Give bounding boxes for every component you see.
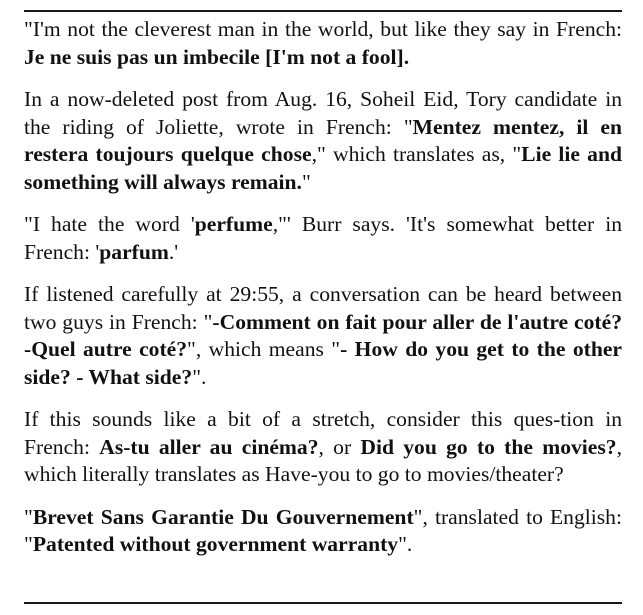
example-item bbox=[24, 281, 622, 391]
example-item bbox=[24, 86, 622, 196]
example-item bbox=[24, 16, 622, 71]
example-bold-segment: Lie lie and something will always remain. bbox=[24, 142, 622, 194]
example-bold-segment: parfum bbox=[99, 239, 169, 264]
example-text-segment: ", translated to English: " bbox=[24, 504, 622, 556]
top-rule bbox=[24, 10, 622, 12]
example-bold-segment: - How do you get to the other side? - What side? bbox=[24, 337, 622, 389]
example-bold-segment: Did you go to the movies? bbox=[360, 434, 617, 459]
example-text-segment: ". bbox=[398, 532, 413, 556]
example-text-segment: ". bbox=[192, 364, 207, 389]
example-bold-segment: Je ne suis pas un imbecile [I'm not a fool]. bbox=[24, 44, 410, 69]
example-text-segment: If listened carefully at 29:55, a conversation can be heard between two guys in French: " bbox=[24, 282, 622, 334]
example-text-segment: "I hate the word ' bbox=[24, 212, 195, 236]
example-text-segment: ,"' Burr says. 'It's somewhat better in French: ' bbox=[24, 212, 623, 264]
example-item bbox=[24, 211, 622, 266]
examples-table bbox=[24, 10, 622, 604]
example-bold-segment: -Comment on fait pour aller de l'autre coté? -Quel autre coté? bbox=[24, 309, 622, 361]
example-bold-segment: perfume bbox=[194, 212, 273, 236]
example-text-segment: , or bbox=[318, 434, 361, 459]
example-text-segment: In a now-deleted post from Aug. 16, Soheil Eid, Tory candidate in the riding of Joliette, wrote in French: " bbox=[24, 87, 622, 139]
example-bold-segment: Brevet Sans Garantie Du Gouvernement bbox=[32, 504, 414, 529]
example-item bbox=[24, 504, 622, 559]
bottom-rule bbox=[24, 602, 622, 604]
example-bold-segment: Mentez mentez, il en restera toujours quelque chose bbox=[24, 114, 622, 166]
example-text-segment: " bbox=[301, 169, 311, 194]
example-item bbox=[24, 406, 622, 489]
example-text-segment: ", which means " bbox=[187, 337, 341, 361]
example-text-segment: ," which translates as, " bbox=[311, 142, 522, 166]
example-list bbox=[24, 16, 622, 574]
example-text-segment: , which literally translates as Have-you to go to movies/theater? bbox=[24, 434, 622, 486]
example-bold-segment: Patented without government warranty bbox=[32, 532, 399, 556]
example-text-segment: If this sounds like a bit of a stretch, consider this ques-tion in French: bbox=[24, 407, 622, 459]
example-text-segment: .' bbox=[168, 239, 179, 264]
example-bold-segment: As-tu aller au cinéma? bbox=[99, 434, 319, 459]
example-text-segment: "I'm not the cleverest man in the world, but like they say in French: bbox=[24, 17, 622, 41]
example-text-segment: " bbox=[24, 504, 33, 529]
